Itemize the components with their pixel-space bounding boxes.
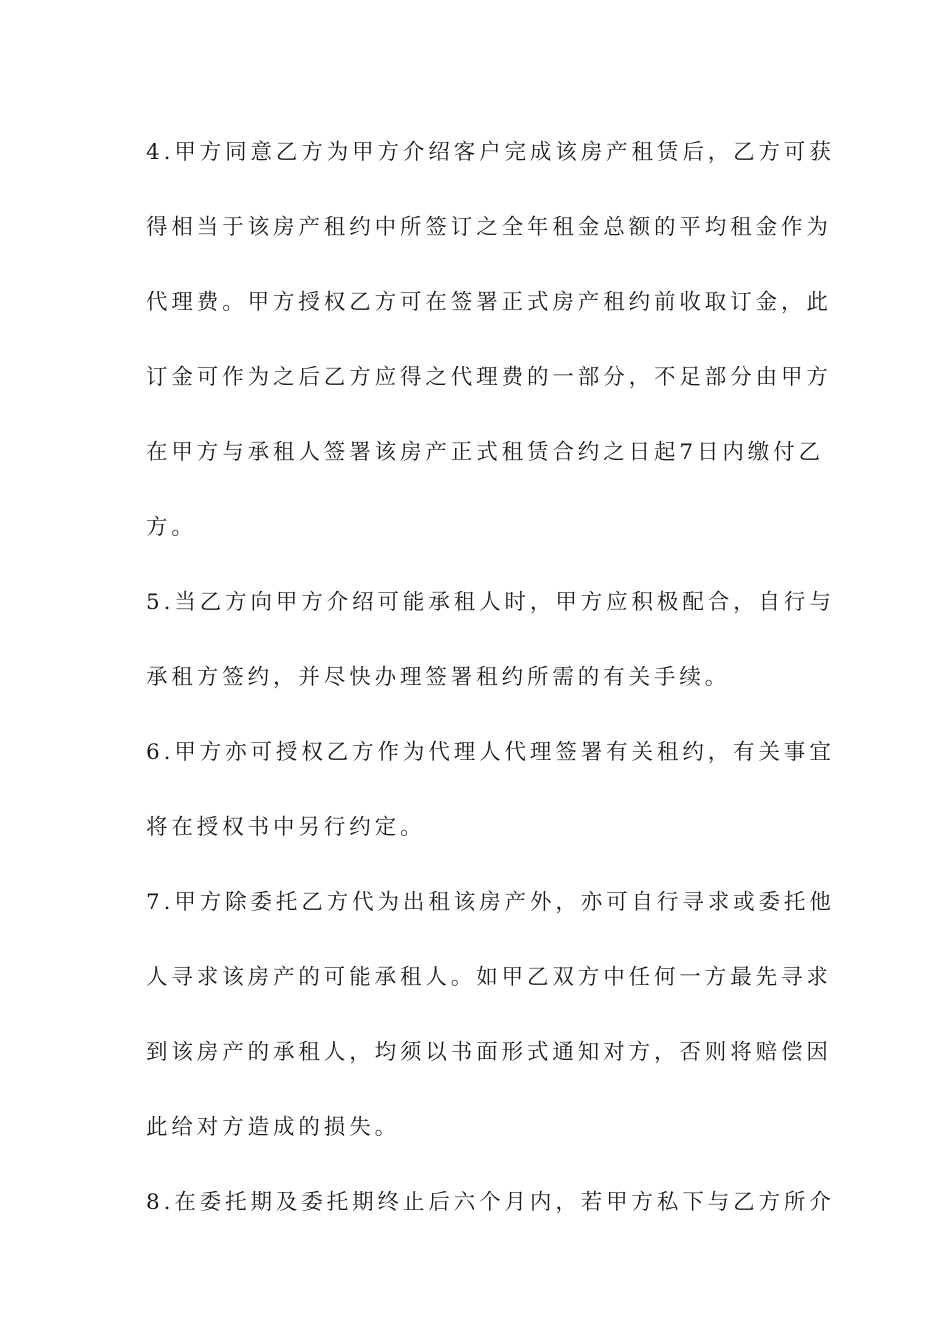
text-line-12: 人寻求该房产的可能承租人。如甲乙双方中任何一方最先寻求 [146, 965, 832, 990]
text-line-1: 4.甲方同意乙方为甲方介绍客户完成该房产租赁后，乙方可获 [146, 140, 835, 165]
text-line-11: 7.甲方除委托乙方代为出租该房产外，亦可自行寻求或委托他 [146, 890, 835, 915]
text-line-13: 到该房产的承租人，均须以书面形式通知对方，否则将赔偿因 [146, 1040, 832, 1065]
text-line-14: 此给对方造成的损失。 [146, 1115, 401, 1140]
text-line-7: 5.当乙方向甲方介绍可能承租人时，甲方应积极配合，自行与 [146, 590, 835, 615]
text-line-4: 订金可作为之后乙方应得之代理费的一部分，不足部分由甲方 [146, 365, 832, 390]
text-line-10: 将在授权书中另行约定。 [146, 815, 426, 840]
text-line-3: 代理费。甲方授权乙方可在签署正式房产租约前收取订金，此 [146, 290, 832, 315]
contract-text [146, 128, 835, 1253]
text-line-2: 得相当于该房产租约中所签订之全年租金总额的平均租金作为 [146, 215, 832, 240]
text-line-6: 方。 [146, 515, 197, 540]
text-line-5: 在甲方与承租人签署该房产正式租赁合约之日起7日内缴付乙 [146, 440, 824, 465]
text-line-9: 6.甲方亦可授权乙方作为代理人代理签署有关租约，有关事宜 [146, 740, 835, 765]
text-line-15: 8.在委托期及委托期终止后六个月内，若甲方私下与乙方所介 [146, 1190, 835, 1215]
text-line-8: 承租方签约，并尽快办理签署租约所需的有关手续。 [146, 665, 731, 690]
